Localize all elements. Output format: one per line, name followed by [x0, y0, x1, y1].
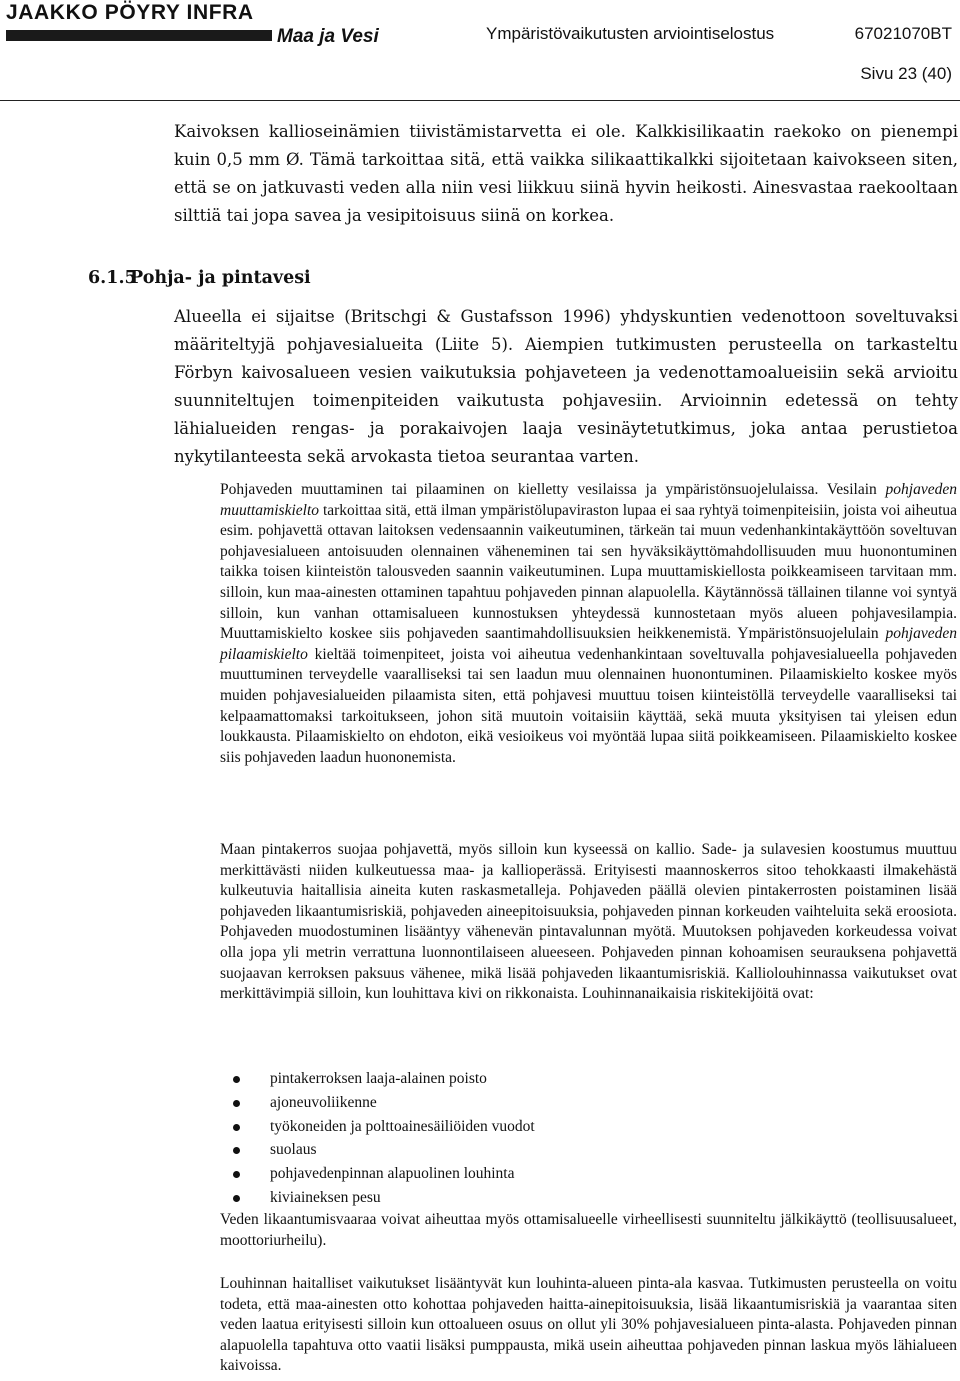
paragraph-intro: Kaivoksen kallioseinämien tiivistämistarvetta ei ole. Kalkkisilikaatin raekoko on pienempi kuin 0,5 mm Ø. Tämä tarkoittaa sitä, että vaikka silikaattikalkki sijoitetaan kaivokseen siten, että se on jatkuvasti veden alla niin vesi liikkuu siinä hyvin heikosti. Ainesvastaa raekooltaan silttiä tai jopa savea ja vesipitoisuus siinä on korkea. [174, 122, 958, 225]
document-code: 67021070BT [854, 24, 952, 43]
surface-layer-text: Maan pintakerros suojaa pohjavettä, myös silloin kun kyseessä on kallio. Sade- ja sulavesien koostumus muuttuu merkittävästi niiden kulkeutuessa maa- ja kallioperässä. Erityisesti maannoskerros sitoo tehokkaasti ilmakehästä kulkeutuvia haitallisia aineita kuten raskasmetalleja. Pohjaveden päällä olevien pintakerrosten poistaminen lisää pohjaveden likaantumisriskiä, pohjaveden aineepitoisuuksia, pohjaveden pinnan korkeuden vaihteluita sekä eroosiota. Pohjaveden muodostuminen lisääntyy vähenevän pintavalunnan myötä. Muutoksen pohjaveden korkeudessa voivat olla jopa yli metrin verrattuna luonnontilaiseen alueeseen. Pohjaveden pinnan kohoamisen seurauksena pohjavettä suojaavan kerroksen paksuus vähenee, mikä lisää pohjaveden likaantumisriskiä. Kalliolouhinnassa vaikutukset ovat merkittävimpiä silloin, kun louhittava kivi on rikkonaista. Louhinnanaikaisia riskitekijöitä ovat: [220, 841, 957, 1003]
bullet-icon [233, 1124, 240, 1131]
header-divider [0, 100, 960, 101]
legal-term-muuttamiskielto: pohjaveden muuttamiskielto [220, 481, 957, 519]
legal-term-pilaamiskielto: pohjaveden pilaamiskielto [220, 625, 957, 663]
bullet-icon [233, 1195, 240, 1202]
legal-text-part1: Pohjaveden muuttaminen tai pilaaminen on kielletty vesilaissa ja ympäristönsuojelulaissa. Vesilain [220, 481, 886, 498]
pollution-risk-text: Veden likaantumisvaaraa voivat aiheuttaa myös ottamisalueelle virheellisesti suunniteltu jälkikäyttö (teollisuusalueet, moottoriurheilu). [220, 1211, 957, 1249]
risk-factor-list [220, 1067, 535, 1210]
bullet-icon [233, 1100, 240, 1107]
list-item: suolaus [220, 1138, 535, 1162]
section-title: Pohja- ja pintavesi [130, 268, 311, 288]
logo-bar [6, 30, 272, 41]
legal-text-block [220, 480, 957, 768]
quarrying-effects-text: Louhinnan haitalliset vaikutukset lisääntyvät kun louhinta-alueen pinta-ala kasvaa. Tutkimusten perusteella on voitu todeta, että maa-ainesten otto kohottaa pohjaveden haitta-ainepitoisuuksia, lisää likaantumisriskiä ja vaarantaa siten veden laatua erityisesti silloin kun ottoalueen osuus on ollut yli 30% pohjavesialueen pinta-alasta. Pohjaveden pinnan alapuolella tapahtuva otto vaatii lisäksi pumppausta, mikä usein aiheuttaa pohjaveden pinnan laskua myös lähialueen kaivoissa. [220, 1275, 957, 1375]
logo-bottom-text: Maa ja Vesi [277, 26, 379, 47]
company-logo [6, 1, 379, 47]
bullet-icon [233, 1171, 240, 1178]
bullet-icon [233, 1076, 240, 1083]
list-item: pohjavedenpinnan alapuolinen louhinta [220, 1162, 535, 1186]
bullet-icon [233, 1147, 240, 1154]
list-item: pintakerroksen laaja-alainen poisto [220, 1067, 535, 1091]
legal-text-part3: kieltää toimenpiteet, joista voi aiheutua vedenhankintaan soveltuvalla pohjavesialueella pohjaveden muuttuminen terveydelle vaaralliseksi tai sen laadun muu olennainen huonontuminen. Pilaamiskielto koskee myös muiden pohjavesialueiden pilaamista siten, että pohjavesi muuttuu toisen kiinteistöllä terveydelle vaaralliseksi tai kelpaamattomaksi tarkoitukseen, johon sitä muutoin voitaisiin käyttää, sekä muuta yksityisen tai yleisen edun loukkausta. Pilaamiskielto on ehdoton, eikä vesioikeus voi myöntää lupaa siitä poikkeamiseen. Pilaamiskielto koskee siis pohjaveden laadun huononemista. [220, 645, 957, 766]
legal-text-part2: tarkoittaa sitä, että ilman ympäristölupaviraston lupaa ei saa ryhtyä toimenpiteisiin, joista voi aiheutua esim. pohjavettä ottavan laitoksen vedensaannin vaikeutuminen, tärkeän tai muun vedenhankintakäyttöön soveltuvan pohjavesialueen antoisuuden olennainen väheneminen tai sen hyväksikäyttömahdollisuuden muu huonontuminen taikka toisen kiinteistön talousveden saannin vaikeutuminen. Lupa muuttamiskiellosta poikkeamiseen tarvitaan mm. silloin, kun maa-ainesten ottaminen tapahtuu pohjaveden pinnan alapuolella. Käytännössä tällainen tilanne voi syntyä silloin, kun vanhan ottamisalueen kunnostuksen yhteydessä kunnostetaan myös alueen pohjavesilampia. Muuttamiskielto koskee siis pohjaveden saantimahdollisuuksien heikkenemistä. Ympäristönsuojelulain [220, 501, 957, 643]
section-heading [88, 268, 311, 288]
list-item: työkoneiden ja polttoainesäiliöiden vuodot [220, 1115, 535, 1139]
list-item: ajoneuvoliikenne [220, 1091, 535, 1115]
logo-top-text: JAAKKO PÖYRY INFRA [6, 1, 254, 24]
list-item: kiviaineksen pesu [220, 1186, 535, 1210]
page-number: Sivu 23 (40) [860, 64, 952, 83]
section-number: 6.1.5 [88, 268, 137, 288]
document-title: Ympäristövaikutusten arviointiselostus [486, 24, 775, 43]
paragraph-groundwater: Alueella ei sijaitse (Britschgi & Gustafsson 1996) yhdyskuntien vedenottoon soveltuvaksi määriteltyjä pohjavesialueita (Liite 5). Aiempien tutkimusten perusteella on tarkasteltu Förbyn kaivosalueen vesien vaikutuksia pohjaveteen ja vedenottamoalueisiin sekä arvioitu suunniteltujen toimenpiteiden vaikutusta pohjavesiin. Arvioinnin edetessä on tehty lähialueiden rengas- ja porakaivojen laaja vesinäytetutkimus, joka antaa perustietoa nykytilanteesta sekä arvokasta tietoa seurantaa varten. [174, 307, 958, 466]
